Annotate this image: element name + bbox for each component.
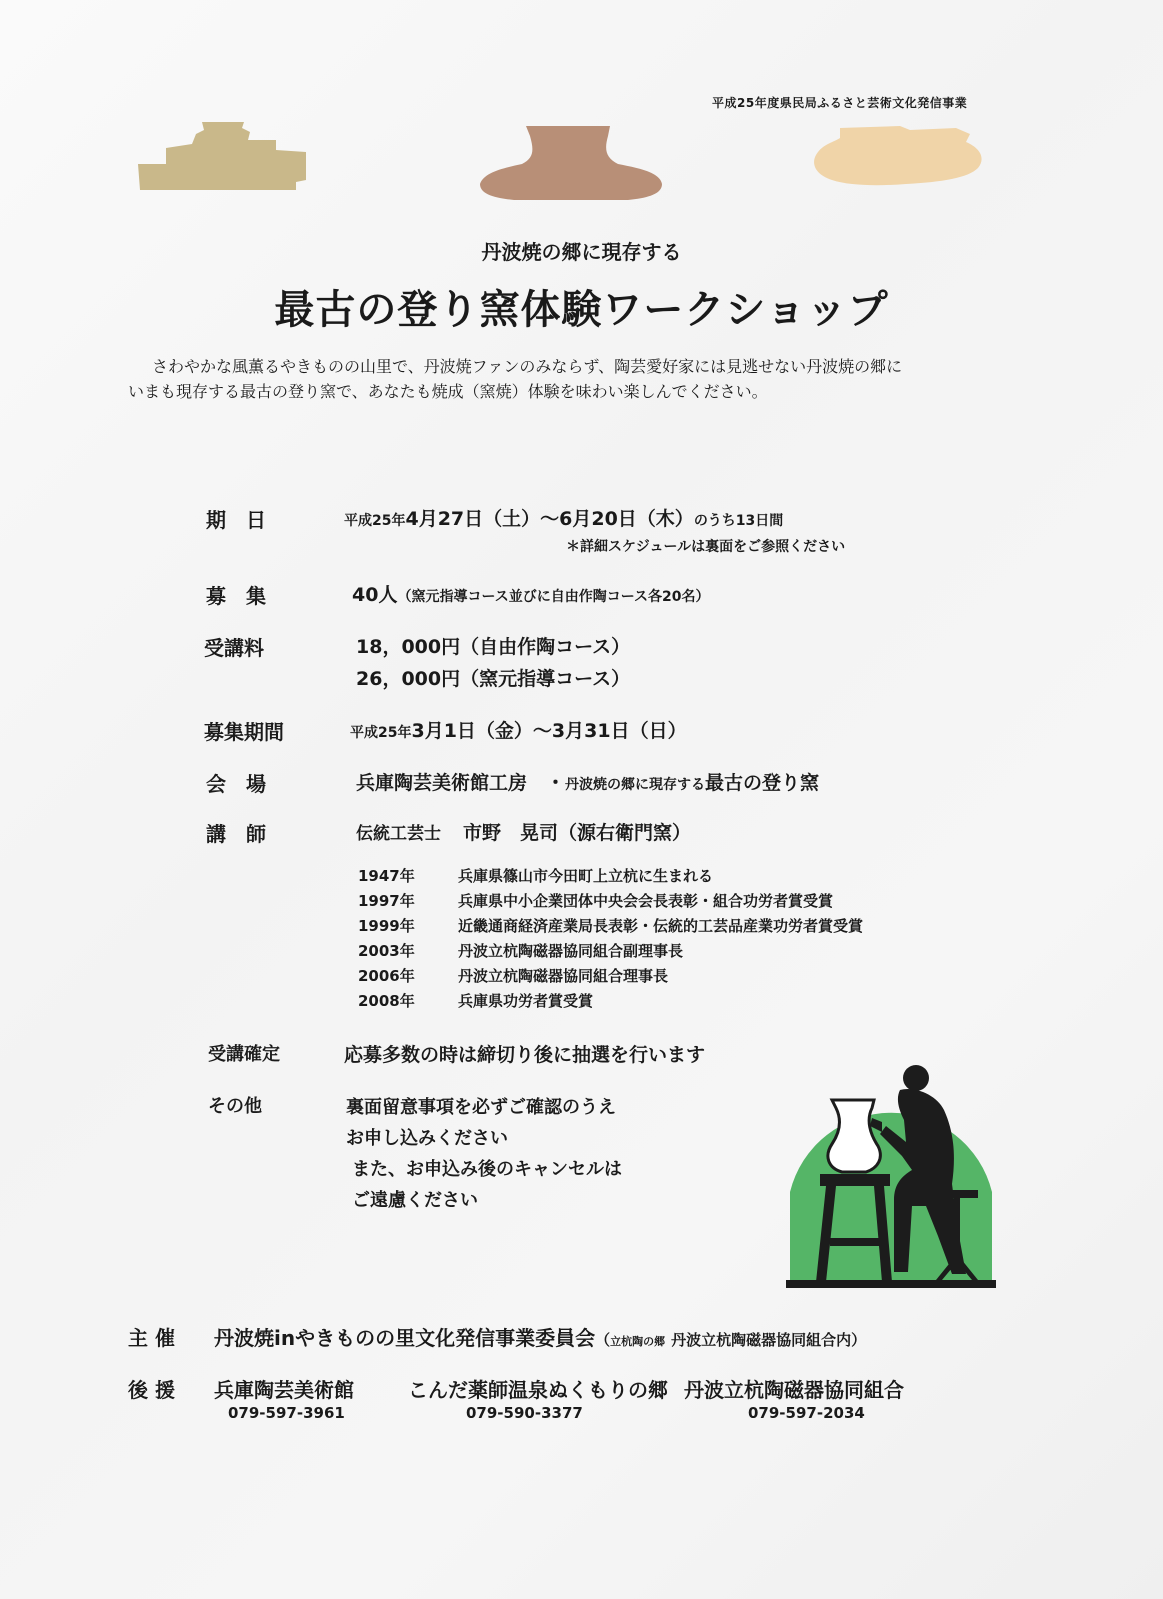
support-org-3: 丹波立杭陶磁器協同組合: [684, 1378, 904, 1402]
other-line-2: お申し込みください: [346, 1128, 508, 1149]
support-label: 後 援: [128, 1378, 175, 1402]
pottery-shape-2-icon: [478, 124, 664, 202]
organizer-name: 丹波焼inやきものの里文化発信事業委員会: [214, 1326, 596, 1350]
period-main: 4月27日（土）〜6月20日（木）: [405, 508, 694, 530]
application-period-main: 3月1日（金）〜3月31日（日）: [411, 720, 687, 742]
subtitle: 丹波焼の郷に現存する: [481, 240, 682, 264]
confirmation-label: 受講確定: [208, 1044, 280, 1065]
program-note: 平成25年度県民局ふるさと芸術文化発信事業: [712, 96, 968, 110]
capacity-main: 40人: [352, 584, 398, 606]
organizer-sub: 丹波立杭陶磁器協同組合内）: [671, 1331, 867, 1349]
organizer-sub-small: 立杭陶の郷: [610, 1335, 666, 1348]
support-phone-3: 079-597-2034: [748, 1404, 865, 1422]
organizer-value: 丹波焼inやきものの里文化発信事業委員会（立杭陶の郷 丹波立杭陶磁器協同組合内）: [214, 1326, 867, 1350]
intro-line-1: さわやかな風薫るやきものの山里で、丹波焼ファンのみならず、陶芸愛好家には見逃せない丹波焼の郷に: [152, 357, 903, 376]
other-value: [346, 1092, 622, 1216]
venue-small: 丹波焼の郷に現存する: [565, 777, 706, 793]
intro-paragraph: [128, 354, 1028, 404]
pottery-shape-3-icon: [810, 124, 988, 188]
capacity-note: （窯元指導コース並びに自由作陶コース各20名）: [397, 589, 710, 605]
organizer-label: 主 催: [128, 1326, 175, 1350]
capacity-value: [352, 580, 710, 607]
application-period-value: [350, 716, 687, 743]
list-item: 2008年 兵庫県功労者賞受賞: [358, 992, 594, 1010]
other-label: その他: [208, 1096, 262, 1117]
page-title: 最古の登り窯体験ワークショップ: [274, 287, 889, 333]
fee-label: 受講料: [204, 636, 264, 660]
list-item: 2006年 丹波立杭陶磁器協同組合理事長: [358, 967, 669, 985]
list-item: 1997年 兵庫県中小企業団体中央会会長表彰・組合功労者賞受賞: [358, 892, 834, 910]
instructor-name: 市野 晃司（源右衛門窯）: [463, 822, 692, 844]
instructor-title: 伝統工芸士: [356, 824, 441, 844]
support-org-1: 兵庫陶芸美術館: [214, 1378, 354, 1402]
intro-line-2: いまも現存する最古の登り窯で、あなたも焼成（窯焼）体験を味わい楽しんでください。: [128, 382, 768, 401]
list-item: 1947年 兵庫県篠山市今田町上立杭に生まれる: [358, 867, 714, 885]
potter-at-wheel-icon: [786, 1060, 996, 1292]
career-list: [358, 864, 863, 1014]
fee-line-2: 26，000円（窯元指導コース）: [356, 668, 631, 690]
instructor-label: 講 師: [206, 822, 266, 846]
other-line-1: 裏面留意事項を必ずご確認のうえ: [346, 1097, 616, 1118]
period-suffix: のうち13日間: [693, 513, 784, 529]
pottery-shape-1-icon: [132, 118, 312, 194]
other-line-3: また、お申込み後のキャンセルは: [352, 1159, 622, 1180]
period-value: [344, 504, 783, 531]
application-period-prefix: 平成25年: [350, 725, 412, 741]
period-label: 期 日: [206, 508, 266, 532]
venue-value: [356, 768, 819, 795]
capacity-label: 募 集: [206, 584, 266, 608]
venue-tail: 最古の登り窯: [705, 772, 820, 794]
venue-main: 兵庫陶芸美術館工房 ・: [356, 772, 566, 794]
instructor-value: [356, 818, 691, 845]
list-item: 2003年 丹波立杭陶磁器協同組合副理事長: [358, 942, 684, 960]
support-phone-2: 079-590-3377: [466, 1404, 583, 1422]
application-period-label: 募集期間: [204, 720, 284, 744]
list-item: 1999年 近畿通商経済産業局長表彰・伝統的工芸品産業功労者賞受賞: [358, 917, 864, 935]
support-org-2: こんだ薬師温泉ぬくもりの郷: [408, 1378, 668, 1402]
period-prefix: 平成25年: [344, 513, 406, 529]
period-note: ＊詳細スケジュールは裏面をご参照ください: [566, 539, 846, 555]
support-phone-1: 079-597-3961: [228, 1404, 345, 1422]
other-line-4: ご遠慮ください: [352, 1190, 478, 1211]
confirmation-value: 応募多数の時は締切り後に抽選を行います: [344, 1044, 706, 1066]
fee-line-1: 18，000円（自由作陶コース）: [356, 636, 631, 658]
venue-label: 会 場: [206, 772, 266, 796]
